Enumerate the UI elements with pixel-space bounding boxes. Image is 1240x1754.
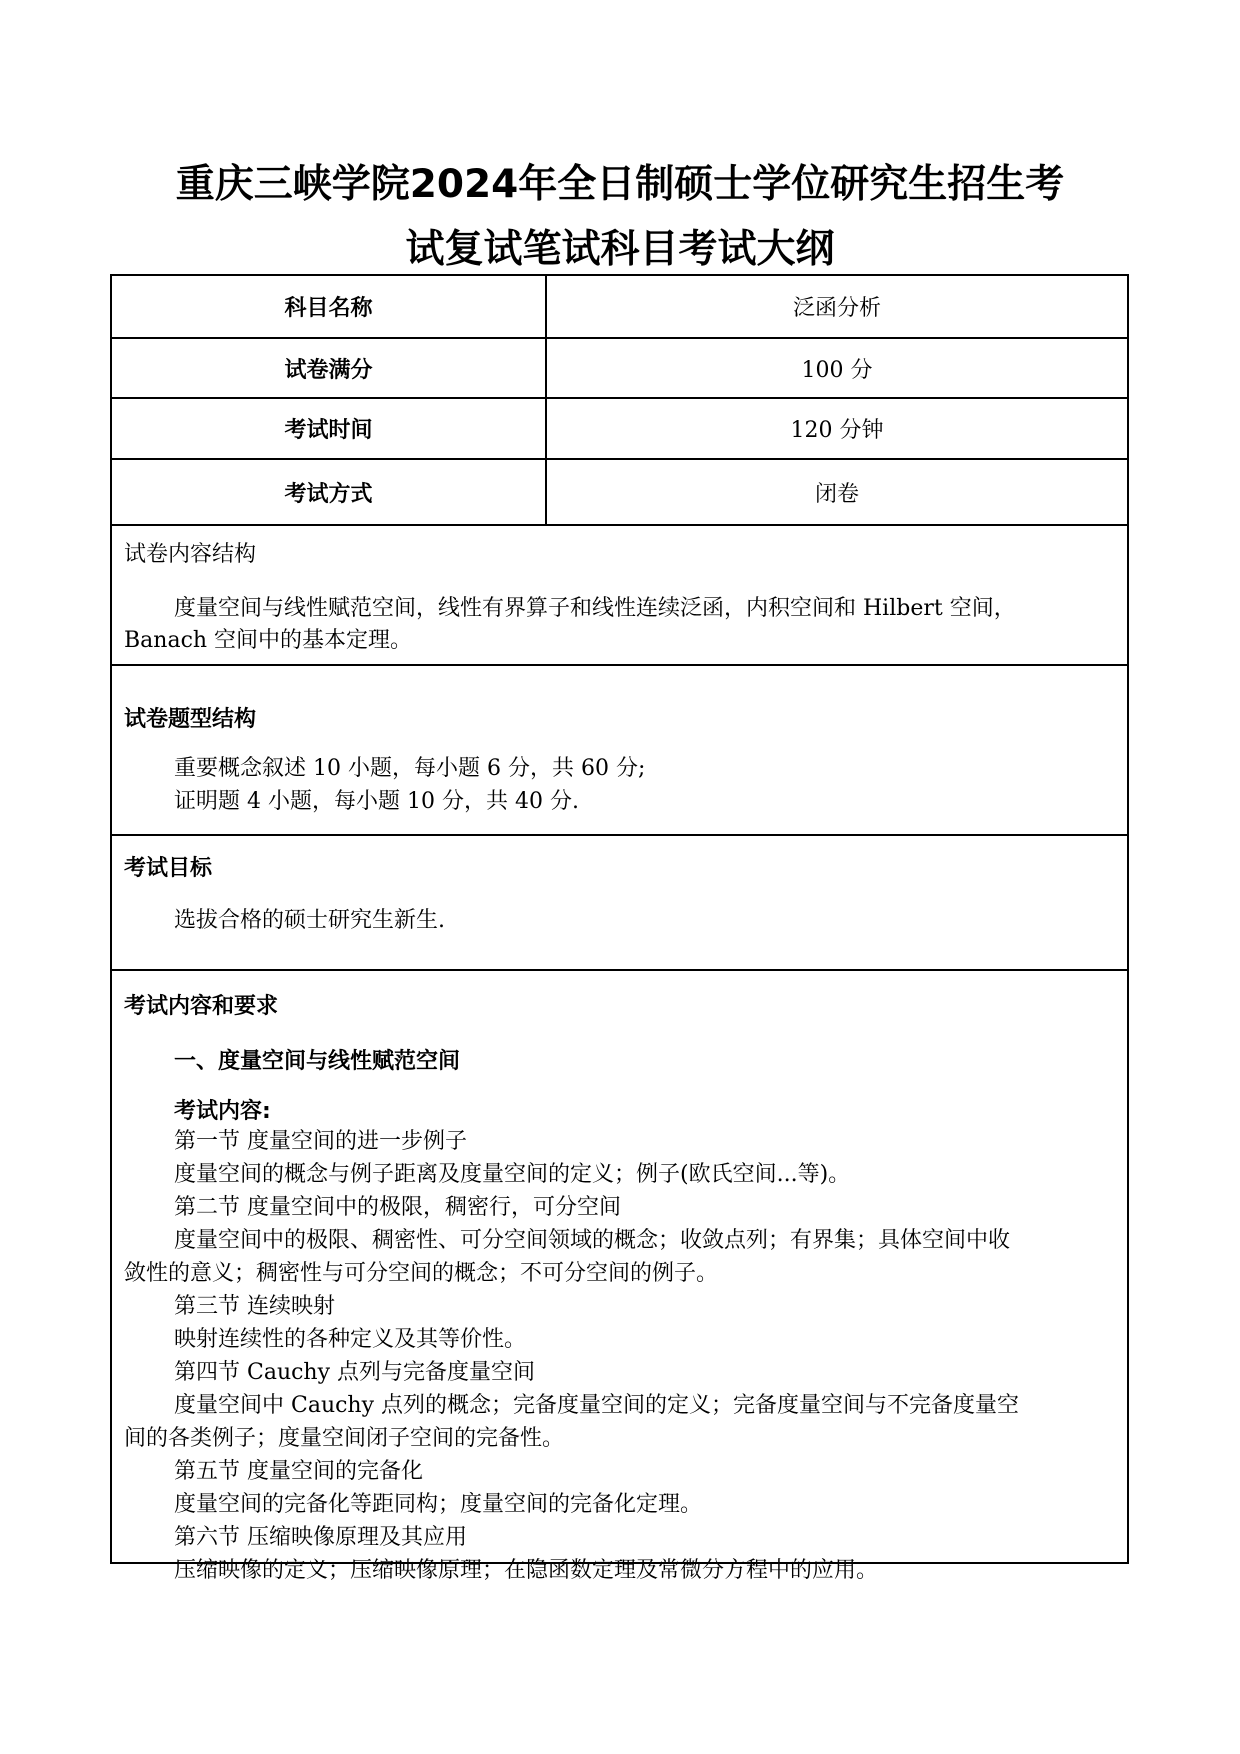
text-line: 映射连续性的各种定义及其等价性。 <box>174 1327 527 1352</box>
text-line: 压缩映像的定义；压缩映像原理；在隐函数定理及常微分方程中的应用。 <box>174 1558 879 1583</box>
text-line: 度量空间中 Cauchy 点列的概念；完备度量空间的定义；完备度量空间与不完备度量空 <box>174 1393 1020 1418</box>
text-line: 第一节 度量空间的进一步例子 <box>174 1129 467 1154</box>
text-line: 第二节 度量空间中的极限，稠密行，可分空间 <box>174 1195 621 1220</box>
syllabus-table <box>110 274 1129 1583</box>
info-label: 科目名称 <box>112 276 547 337</box>
section-exam-goal <box>112 836 1127 971</box>
text-line: 度量空间的概念与例子距离及度量空间的定义；例子(欧氏空间...等)。 <box>174 1162 851 1187</box>
section-heading: 试卷内容结构 <box>124 542 257 567</box>
info-label: 试卷满分 <box>112 339 547 397</box>
page-title-line-2: 试复试笔试科目考试大纲 <box>405 227 835 272</box>
info-value: 闭卷 <box>814 481 859 507</box>
section-question-types <box>112 666 1127 836</box>
page-title-line-1: 重庆三峡学院2024年全日制硕士学位研究生招生考 <box>175 162 1065 207</box>
text-line: Banach 空间中的基本定理。 <box>124 628 413 653</box>
text-line: 敛性的意义；稠密性与可分空间的概念；不可分空间的例子。 <box>124 1261 719 1286</box>
chapter-heading: 一、度量空间与线性赋范空间 <box>174 1049 461 1074</box>
section-content-structure <box>112 526 1127 666</box>
section-heading: 考试目标 <box>124 856 213 881</box>
section-heading: 试卷题型结构 <box>124 707 257 732</box>
info-row-format <box>112 460 1127 526</box>
info-value: 100 分 <box>801 357 873 383</box>
text-line: 第三节 连续映射 <box>174 1294 335 1319</box>
text-line: 第四节 Cauchy 点列与完备度量空间 <box>174 1360 536 1385</box>
info-value: 泛函分析 <box>792 296 881 321</box>
text-line: 第五节 度量空间的完备化 <box>174 1459 423 1484</box>
text-line: 度量空间与线性赋范空间，线性有界算子和线性连续泛函，内积空间和 Hilbert 空间， <box>174 596 1016 621</box>
section-exam-content <box>112 971 1127 1583</box>
text-line: 证明题 4 小题，每小题 10 分，共 40 分. <box>174 789 579 814</box>
section-heading: 考试内容和要求 <box>124 994 279 1019</box>
info-row-full-score <box>112 339 1127 399</box>
text-line: 度量空间中的极限、稠密性、可分空间领域的概念；收敛点列；有界集；具体空间中收 <box>174 1228 1011 1253</box>
info-row-subject <box>112 276 1127 339</box>
text-line: 重要概念叙述 10 小题，每小题 6 分，共 60 分; <box>174 756 646 781</box>
subheading: 考试内容: <box>174 1099 271 1124</box>
info-label: 考试方式 <box>112 460 547 524</box>
text-line: 度量空间的完备化等距同构；度量空间的完备化定理。 <box>174 1492 703 1517</box>
text-line: 第六节 压缩映像原理及其应用 <box>174 1525 467 1550</box>
info-row-duration <box>112 399 1127 460</box>
text-line: 间的各类例子；度量空间闭子空间的完备性。 <box>124 1426 565 1451</box>
text-line: 选拔合格的硕士研究生新生. <box>174 908 445 933</box>
info-value: 120 分钟 <box>790 418 884 443</box>
info-label: 考试时间 <box>112 399 547 458</box>
